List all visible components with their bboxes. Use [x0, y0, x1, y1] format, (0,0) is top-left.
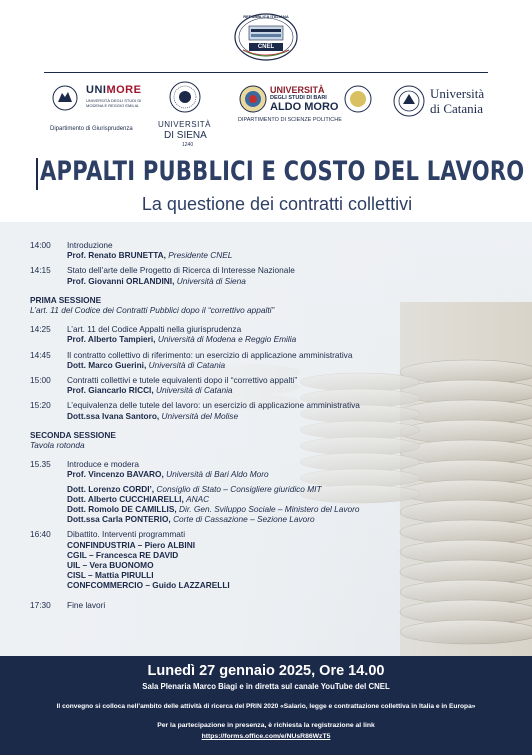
catania-logo	[392, 84, 492, 124]
program-item-stato	[30, 265, 500, 285]
cnel-logo-top-text: REPUBBLICA ITALIANA	[243, 14, 289, 19]
program-item-s1-2: 14:45 Il contratto collettivo di riferimento: un esercizio di applicazione amministrativa Dott. Marco Guerini, Università di Catania	[30, 349, 353, 370]
header-divider	[44, 72, 488, 73]
item-speaker-line: Prof. Giovanni ORLANDINI, Università di Siena	[67, 275, 246, 286]
session-2-label: SECONDA SESSIONE	[30, 429, 116, 440]
program-item-roundtable: 15.35 Introduce e modera Prof. Vincenzo BAVARO, Università di Bari Aldo Moro Dott. Lorenzo CORDI’, Consiglio di Stato – Consigliere giuridico MIT Dott. Alberto CUCCHIARELLI, ANAC Dott. Romolo DE CAMILLIS, Dir. Gen. Sviluppo Sociale – Ministero del Lavoro Dott.ssa Carla PONTERIO, Corte di Cassazione – Sezione Lavoro	[30, 459, 360, 525]
unimore-emblem-icon	[50, 84, 80, 112]
page-title: APPALTI PUBBLICI E COSTO DEL LAVORO	[40, 156, 525, 187]
program-item-s1-3: 15:00 Contratti collettivi e tutele equivalenti dopo il “correttivo appalti” Prof. Giancarlo RICCI, Università di Catania	[30, 375, 298, 396]
siena-line1: UNIVERSITÀ	[158, 120, 212, 129]
item-time: 14:00	[30, 240, 51, 250]
session-2-subtitle: Tavola rotonda	[30, 440, 85, 451]
siena-seal-icon	[168, 80, 202, 114]
cnel-logo-name: CNEL	[257, 44, 275, 50]
unimore-logo	[50, 84, 150, 134]
bari-emblem-icon	[238, 84, 268, 114]
item-title: Stato dell’arte delle Progetto di Ricerca di Interesse Nazionale	[67, 265, 295, 276]
unimore-subtitle: UNIVERSITÀ DEGLI STUDI DI MODENA E REGGIO EMILIA	[86, 98, 142, 108]
unimore-department: Dipartimento di Giurisprudenza	[50, 126, 133, 132]
bari-department: DIPARTIMENTO DI SCIENZE POLITICHE	[238, 117, 342, 123]
title-accent-bar	[36, 158, 38, 190]
item-time: 14:15	[30, 265, 51, 276]
item-speaker-line: Prof. Renato BRUNETTA, Presidente CNEL	[67, 250, 233, 261]
item-title: Introduzione	[67, 240, 113, 250]
program-item-s1-1: 14:25 L’art. 11 del Codice Appalti nella giurisprudenza Prof. Alberto Tampieri, Università di Modena e Reggio Emilia	[30, 324, 297, 345]
program	[30, 240, 500, 610]
siena-year: 1240	[182, 142, 194, 148]
unimore-name: UNIMORE	[86, 84, 142, 96]
program-item-s1-4: 15:20 L’equivalenza delle tutele del lavoro: un esercizio di applicazione amministrativa Dott.ssa Ivana Santoro, Università del Molise	[30, 400, 360, 421]
siena-logo	[158, 80, 218, 150]
catania-seal-icon	[392, 84, 426, 118]
program-item-end: 17:30 Fine lavori	[30, 599, 106, 610]
bari-logo	[238, 84, 373, 124]
session-1-subtitle: L’art. 11 del Codice dei Contratti Pubblici dopo il “correttivo appalti”	[30, 305, 275, 316]
bari-line2: DEGLI STUDI DI BARI	[270, 95, 327, 101]
cnel-logo	[233, 12, 299, 62]
bari-line1: UNIVERSITÀ	[270, 85, 325, 95]
bari-line3: ALDO MORO	[270, 101, 339, 113]
catania-line2: di Catania	[430, 101, 484, 116]
session-1-label: PRIMA SESSIONE	[30, 294, 102, 305]
footer	[0, 656, 532, 755]
event-date: Lunedì 27 gennaio 2025, Ore 14.00	[147, 663, 385, 679]
program-item-intro	[30, 240, 500, 260]
scienze-politiche-icon	[343, 84, 373, 114]
event-venue: Sala Plenaria Marco Biagi e in diretta sul canale YouTube del CNEL	[142, 682, 390, 691]
siena-line2: DI SIENA	[164, 130, 207, 141]
page-subtitle: La questione dei contratti collettivi	[141, 194, 413, 214]
registration-link[interactable]: https://forms.office.com/e/NUsR86WzT5	[201, 733, 331, 740]
registration-text: Per la partecipazione in presenza, è richiesta la registrazione al link	[157, 722, 375, 729]
catania-line1: Università	[430, 86, 485, 101]
program-item-debate: 16:40 Dibattito. Interventi programmati CONFINDUSTRIA – Piero ALBINI CGIL – Francesca RE DAVID UIL – Vera BUONOMO CISL – Mattia PIRULLI CONFCOMMERCIO – Guido LAZZARELLI	[30, 529, 230, 591]
prin-note: Il convegno si colloca nell’ambito delle attività di ricerca del PRIN 2020 «Salario, legge e contrattazione collettiva in Italia e in Europa»	[56, 703, 476, 710]
